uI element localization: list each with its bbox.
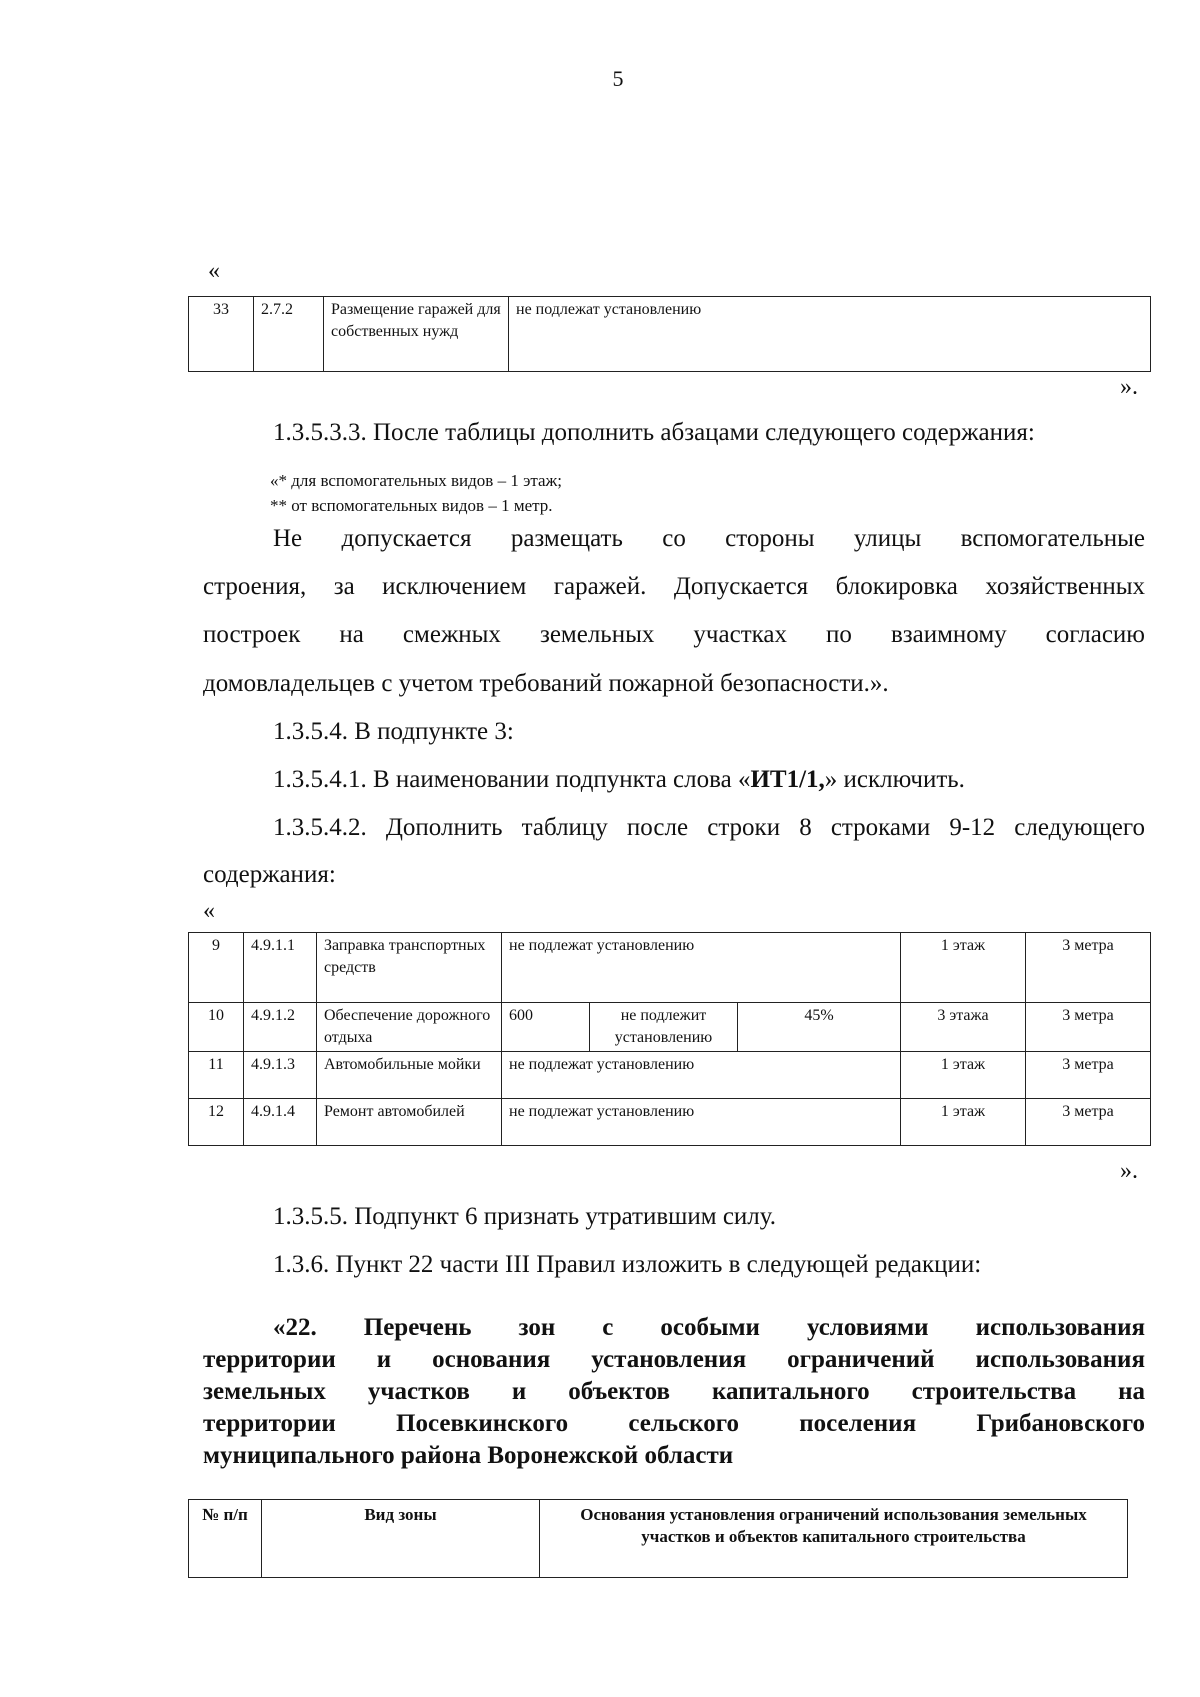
header-zone: Вид зоны [262, 1500, 540, 1578]
para-1-3-5-5: 1.3.5.5. Подпункт 6 признать утратившим силу. [273, 1203, 777, 1230]
para-1-3-5-4-2-cont: содержания: [203, 861, 336, 888]
table-row [189, 297, 1151, 372]
cell-limit: не подлежит установлению [590, 1003, 738, 1051]
cell-value: не подлежат установлению [502, 1052, 901, 1099]
quote-close-2: ». [1120, 1158, 1138, 1184]
cell-num: 10 [189, 1003, 244, 1052]
cell-code: 4.9.1.4 [244, 1099, 317, 1146]
cell-name: Автомобильные мойки [317, 1052, 502, 1099]
cell-value: не подлежат установлению [509, 297, 1151, 372]
para-1-3-6: 1.3.6. Пункт 22 части III Правил изложить в следующей редакции: [273, 1251, 982, 1278]
table-row [189, 1099, 1151, 1146]
quote-open-1: « [208, 258, 220, 284]
cell-floors: 1 этаж [901, 1052, 1026, 1099]
cell-code: 4.9.1.2 [244, 1003, 317, 1052]
table-row [189, 933, 1151, 1003]
cell-distance: 3 метра [1026, 1099, 1151, 1146]
table-services [188, 932, 1151, 1146]
footnote-2: ** от вспомогательных видов – 1 метр. [270, 496, 553, 515]
quote-open-2: « [203, 898, 215, 924]
cell-floors: 1 этаж [901, 1099, 1026, 1146]
heading-line-3: земельных участков и объектов капитального строительства на [203, 1378, 1145, 1405]
cell-name: Заправка транспортных средств [317, 933, 502, 1003]
cell-name: Обеспечение дорожного отдыха [317, 1003, 502, 1052]
header-basis: Основания установления ограничений использования земельных участков и объектов капитального строительства [540, 1500, 1128, 1578]
cell-value: не подлежат установлению [502, 933, 901, 1003]
heading-line-4: территории Посевкинского сельского поселения Грибановского [203, 1410, 1145, 1437]
cell-code: 4.9.1.3 [244, 1052, 317, 1099]
text-line-1: Не допускается размещать со стороны улицы вспомогательные [273, 525, 1145, 552]
cell-num: 9 [189, 933, 244, 1003]
table-zones-header [188, 1499, 1128, 1578]
table-row [189, 1003, 1151, 1052]
footnote-1: «* для вспомогательных видов – 1 этаж; [270, 471, 563, 490]
cell-code: 2.7.2 [254, 297, 324, 372]
cell-value: не подлежат установлению [502, 1099, 901, 1146]
quote-close-1: ». [1120, 374, 1138, 400]
cell-name: Размещение гаражей для собственных нужд [324, 297, 509, 372]
heading-line-1: «22. Перечень зон с особыми условиями использования [273, 1314, 1145, 1341]
cell-floors: 3 этажа [901, 1003, 1026, 1052]
para-1-3-5-3-3: 1.3.5.3.3. После таблицы дополнить абзацами следующего содержания: [273, 419, 1035, 446]
cell-name: Ремонт автомобилей [317, 1099, 502, 1146]
heading-line-2: территории и основания установления ограничений использования [203, 1346, 1145, 1373]
text-line-2: строения, за исключением гаражей. Допускается блокировка хозяйственных [203, 573, 1145, 600]
para-text: » исключить. [824, 766, 965, 793]
page-number: 5 [612, 66, 624, 91]
para-1-3-5-4: 1.3.5.4. В подпункте 3: [273, 718, 514, 745]
heading-line-5: муниципального района Воронежской области [203, 1442, 734, 1469]
cell-distance: 3 метра [1026, 933, 1151, 1003]
cell-num: 12 [189, 1099, 244, 1146]
para-1-3-5-4-2: 1.3.5.4.2. Дополнить таблицу после строки 8 строками 9-12 следующего [273, 814, 1145, 841]
para-bold-code: ИТ1/1, [750, 766, 825, 793]
cell-num: 33 [189, 297, 254, 372]
table-header-row [189, 1500, 1128, 1578]
cell-floors: 1 этаж [901, 933, 1026, 1003]
para-text: 1.3.5.4.1. В наименовании подпункта слова « [273, 766, 751, 793]
text-line-4: домовладельцев с учетом требований пожарной безопасности.». [203, 670, 889, 697]
cell-num: 11 [189, 1052, 244, 1099]
cell-area: 600 [502, 1003, 590, 1051]
header-num: № п/п [189, 1500, 262, 1578]
text-line-3: построек на смежных земельных участках по взаимному согласию [203, 621, 1145, 648]
cell-distance: 3 метра [1026, 1052, 1151, 1099]
cell-code: 4.9.1.1 [244, 933, 317, 1003]
cell-value-split [502, 1003, 901, 1052]
para-1-3-5-4-1 [273, 765, 965, 795]
table-row [189, 1052, 1151, 1099]
cell-distance: 3 метра [1026, 1003, 1151, 1052]
cell-percent: 45% [804, 1007, 834, 1024]
table-garages [188, 296, 1151, 372]
